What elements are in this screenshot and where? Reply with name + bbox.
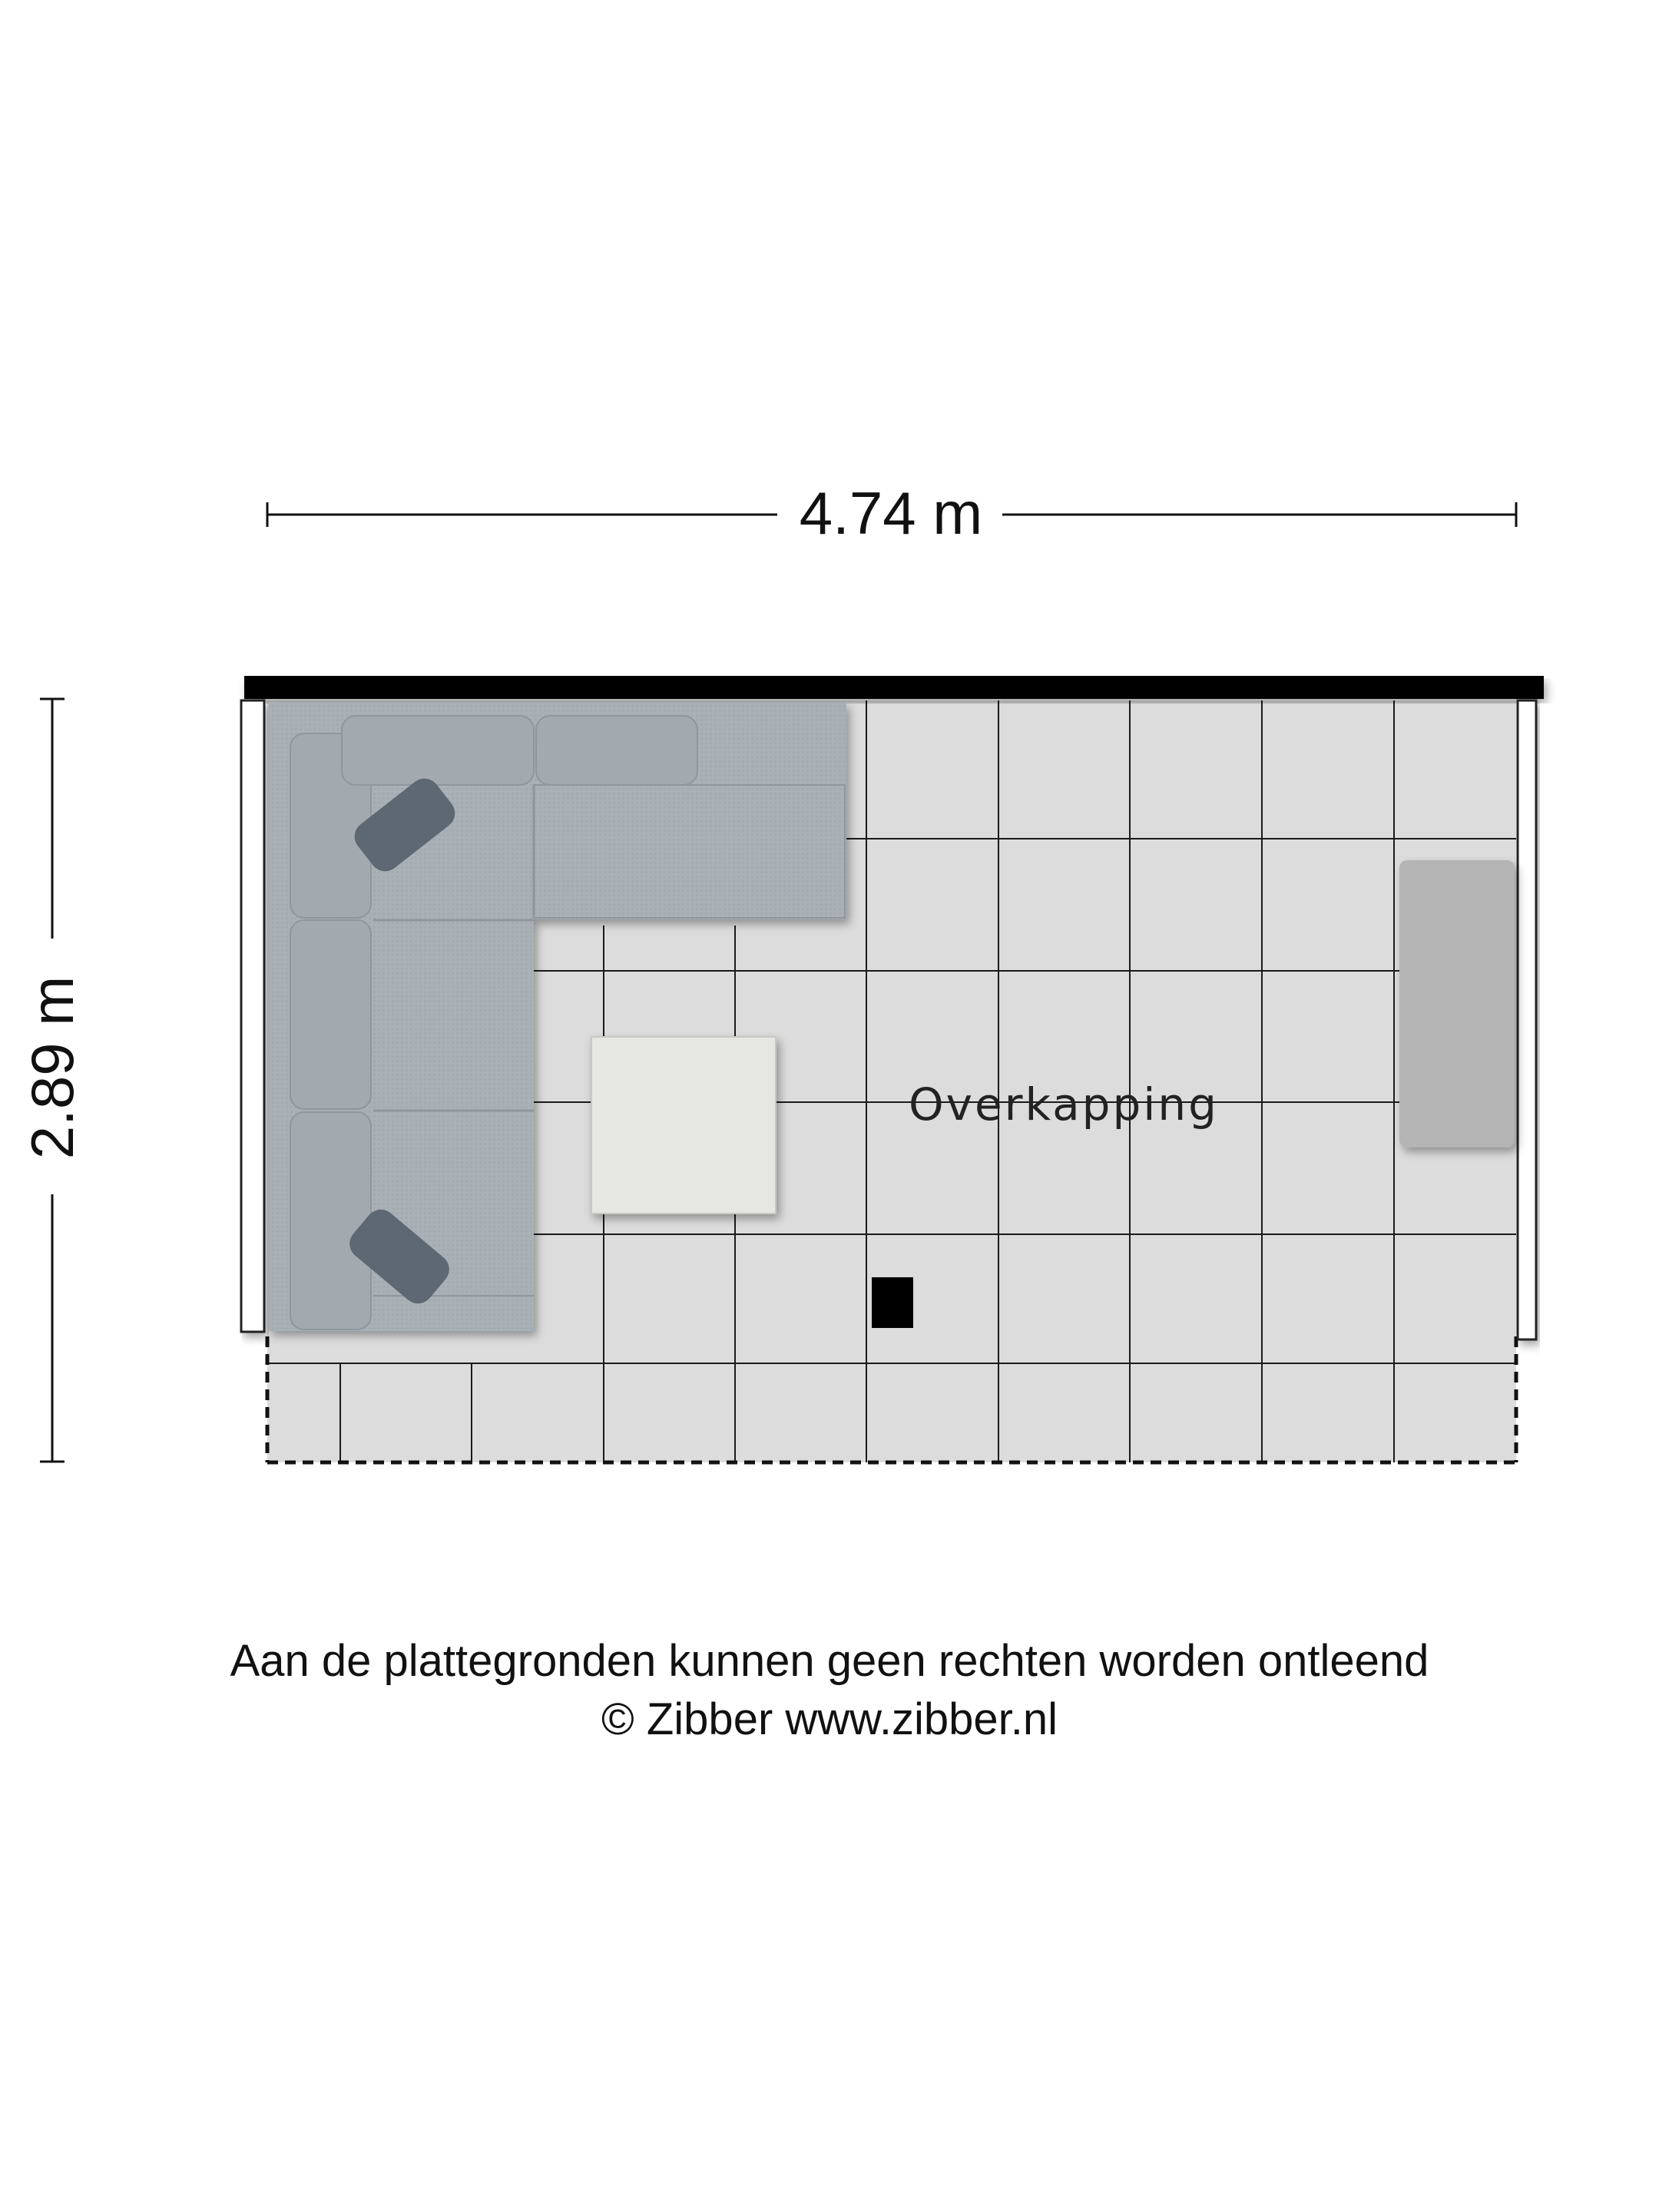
right-post <box>1518 700 1536 1339</box>
width-label: 4.74 m <box>799 479 983 547</box>
roof-beam <box>244 676 1544 699</box>
coffee-table-icon <box>591 1037 776 1214</box>
copyright-text: © Zibber www.zibber.nl <box>601 1694 1058 1744</box>
disclaimer-text: Aan de plattegronden kunnen geen rechten worden ontleend <box>230 1636 1429 1686</box>
left-post <box>241 700 264 1332</box>
side-table-icon <box>872 1277 913 1328</box>
height-label: 2.89 m <box>18 975 86 1160</box>
room-label: Overkapping <box>909 1078 1219 1131</box>
disclaimer <box>0 1632 1659 1749</box>
rug-icon <box>1399 860 1515 1147</box>
